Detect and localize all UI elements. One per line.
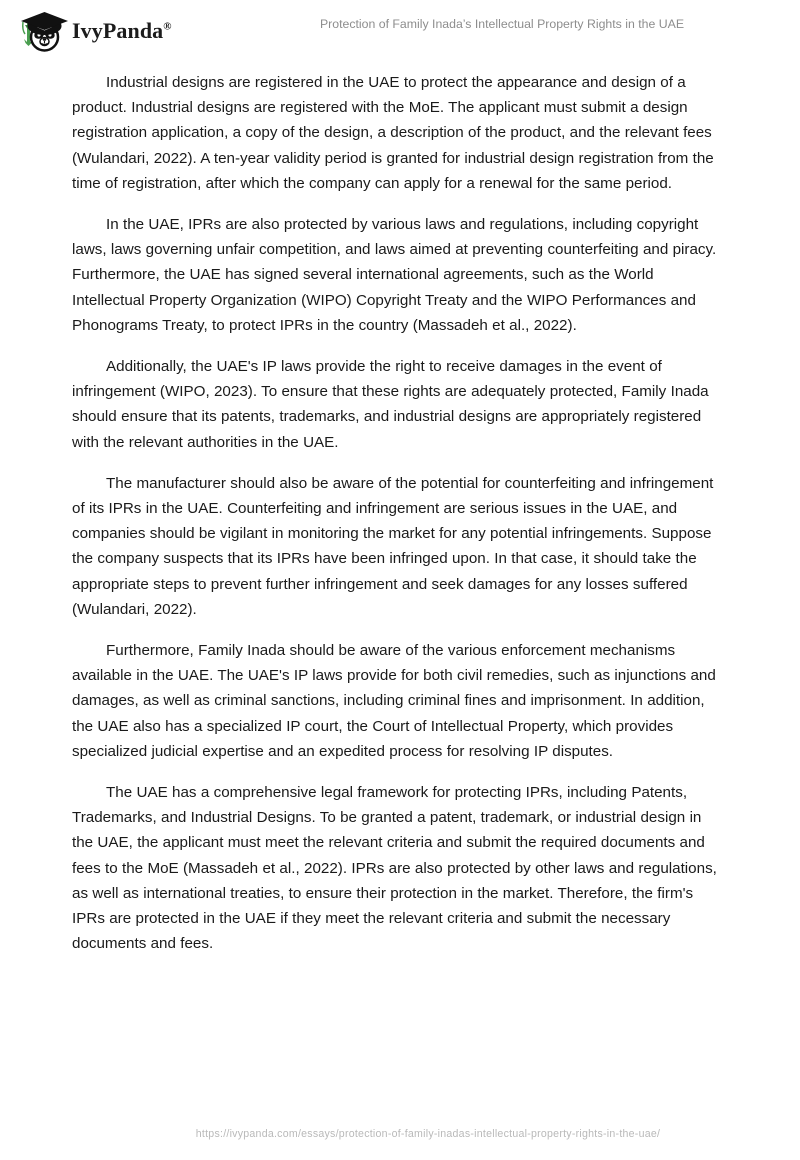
source-url[interactable]: https://ivypanda.com/essays/protection-of-family-inadas-intellectual-property-rights-in-the-uae/ bbox=[195, 1128, 661, 1140]
essay-body bbox=[72, 70, 720, 957]
paragraph: In the UAE, IPRs are also protected by various laws and regulations, including copyright laws, laws governing unfair competition, and laws aimed at preventing counterfeiting and piracy. Furthermore, the UAE has signed several international agreements, such as the World Intellectual Property Organization (WIPO) Copyright Treaty and the WIPO Performances and Phonograms Treaty, to protect IPRs in the country (Massadeh et al., 2022). bbox=[72, 216, 717, 334]
paragraph: The UAE has a comprehensive legal framework for protecting IPRs, including Patents, Trademarks, and Industrial Designs. To be granted a patent, trademark, or industrial design in the UAE, the applicant must meet the relevant criteria and submit the required documents and fees to the MoE (Massadeh et al., 2022). IPRs are also protected by other laws and regulations, as well as international treaties, to ensure their protection in the market. Therefore, the firm's IPRs are protected in the UAE if they meet the relevant criteria and submit the necessary documents and fees. bbox=[72, 784, 717, 953]
document-title: Protection of Family Inada’s Intellectual Property Rights in the UAE bbox=[319, 17, 685, 31]
paragraph: Furthermore, Family Inada should be aware of the various enforcement mechanisms available in the UAE. The UAE's IP laws provide for both civil remedies, such as injunctions and damages, as well as criminal sanctions, including criminal fines and imprisonment. In addition, the UAE also has a specialized IP court, the Court of Intellectual Property, which provides specialized judicial expertise and an expedited process for resolving IP disputes. bbox=[72, 642, 716, 760]
page-header bbox=[0, 0, 800, 58]
paragraph: The manufacturer should also be aware of the potential for counterfeiting and infringement of its IPRs in the UAE. Counterfeiting and infringement are serious issues in the UAE, and companies should be vigilant in monitoring the market for any potential infringements. Suppose the company suspects that its IPRs have been infringed upon. In that case, it should take the appropriate steps to prevent further infringement and seek damages for any losses suffered (Wulandari, 2022). bbox=[72, 474, 714, 618]
paragraph: Industrial designs are registered in the UAE to protect the appearance and design of a product. Industrial designs are registered with the MoE. The applicant must submit a design registration application, a copy of the design, a description of the product, and the relevant fees (Wulandari, 2022). A ten-year validity period is granted for industrial design registration from the time of registration, after which the company can apply for a renewal for the same period. bbox=[72, 74, 714, 192]
paragraph: Additionally, the UAE's IP laws provide the right to receive damages in the event of infringement (WIPO, 2023). To ensure that these rights are adequately protected, Family Inada should ensure that its patents, trademarks, and industrial designs are appropriately registered with the relevant authorities in the UAE. bbox=[72, 358, 709, 451]
brand-name-text: IvyPanda bbox=[72, 18, 164, 43]
panda-graduation-cap-logo-icon bbox=[12, 8, 70, 52]
registered-mark-icon: ® bbox=[163, 20, 172, 33]
page-footer bbox=[0, 1124, 800, 1142]
brand-name bbox=[72, 20, 172, 42]
brand-logo-link[interactable] bbox=[12, 8, 172, 52]
